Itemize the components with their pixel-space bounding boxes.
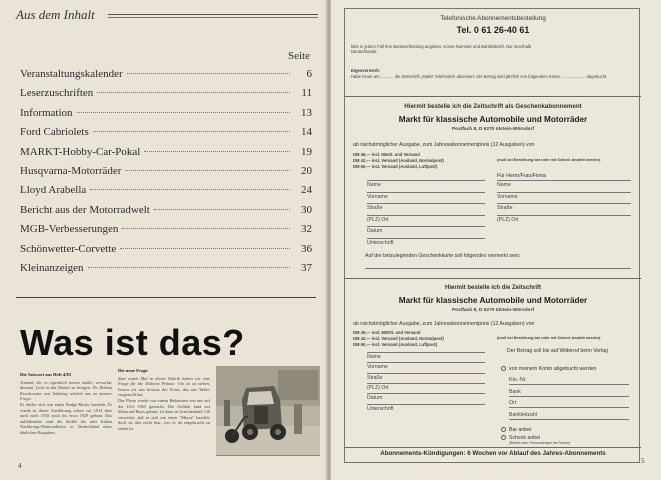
toc-heading: Aus dem Inhalt	[16, 7, 95, 22]
field-label: Straße	[367, 205, 383, 211]
toc-entry-title: Ford Cabriolets	[20, 126, 89, 139]
question-column	[118, 368, 210, 460]
field-label: Straße	[497, 205, 513, 211]
field-input-line[interactable]	[367, 203, 485, 204]
vehicle-photo	[216, 366, 320, 456]
field-input-line[interactable]	[497, 215, 631, 216]
leader-dots	[125, 170, 290, 171]
toc-entry-title: Veranstaltungskalender	[20, 68, 123, 80]
field-label: (PLZ) Ort	[367, 216, 389, 223]
toc-entry-page: 20	[301, 164, 312, 177]
field-label: Datum	[367, 395, 383, 402]
quiz-headline: Was ist das?	[20, 322, 245, 363]
page-number-right: 5	[641, 457, 645, 465]
toc-entry	[20, 262, 312, 281]
toc-entry-title: Kleinanzeigen	[20, 261, 84, 274]
toc-entry-page: 6	[306, 68, 312, 80]
toc-list	[20, 68, 312, 281]
cheque-option-radio[interactable]	[501, 435, 506, 440]
field-label: Vorname	[497, 193, 518, 200]
gift-magazine-title: Markt für klassische Automobile und Motorräder	[398, 115, 588, 124]
field-input-line[interactable]	[367, 226, 485, 227]
gift-payment-note: (muß bei Bestellung bar oder mit Scheck bezahlt werden)	[497, 158, 601, 162]
cash-option-label: Bar anbei	[509, 427, 532, 433]
section-divider	[345, 96, 641, 97]
subscription-form	[344, 8, 640, 463]
self-price-1: DM 36,— incl. MWSt. und Versand	[353, 330, 421, 335]
field-label: Name	[497, 182, 511, 188]
section-divider	[16, 297, 316, 298]
gift-price-1: DM 36,— incl. MwSt. und Versand	[353, 152, 420, 157]
toc-entry-title: MGB-Verbesserungen	[20, 223, 119, 236]
field-input-line[interactable]	[367, 180, 485, 181]
toc-entry-page: 36	[301, 242, 312, 255]
field-label: Kto.-Nr.	[509, 377, 527, 383]
toc-entry-title: Information	[20, 106, 73, 119]
self-magazine-title: Markt für klassische Automobile und Motorräder	[398, 296, 588, 305]
toc-entry-page: 24	[301, 184, 312, 197]
toc-entry-page: 19	[301, 145, 312, 158]
self-subline: ab nächstmöglicher Ausgabe, zum Jahresabonnementpreis (12 Ausgaben) von	[353, 321, 535, 327]
field-input-line[interactable]	[509, 407, 629, 408]
self-address: Postfach 8, D 6270 Idstein-Wörsdorf	[451, 308, 535, 313]
toc-entry-title: Bericht aus der Motorradwelt	[20, 203, 150, 216]
toc-entry	[20, 223, 312, 242]
leader-dots	[144, 151, 290, 152]
phone-number: Tel. 0 61 26-40 61	[456, 25, 530, 35]
toc-entry-title: MARKT-Hobby-Car-Pokal	[20, 145, 141, 158]
gift-subline: ab nächstmöglicher Ausgabe, zum Jahresabonnementpreis (12 Ausgaben) von	[353, 142, 535, 148]
toc-entry-title: Lloyd Arabella	[20, 184, 87, 197]
cheque-option-label: Scheck anbei	[509, 435, 541, 441]
leader-dots	[88, 267, 290, 268]
field-label: Ort	[509, 400, 517, 406]
left-page	[0, 0, 328, 480]
toc-entry	[20, 184, 312, 203]
toc-entry-title: Husqvarna-Motorräder	[20, 164, 122, 177]
toc-entry	[20, 87, 312, 106]
field-input-line[interactable]	[367, 373, 485, 374]
toc-header	[16, 6, 316, 26]
field-input-line[interactable]	[367, 383, 485, 384]
field-label: Vorname	[367, 193, 388, 200]
question-subhead: Die neue Frage	[118, 368, 148, 373]
field-input-line[interactable]	[497, 203, 631, 204]
field-label: Bankleitzahl	[509, 411, 537, 418]
field-label: Name	[367, 182, 381, 188]
field-input-line[interactable]	[367, 192, 485, 193]
cash-option-radio[interactable]	[501, 427, 506, 432]
toc-entry-page: 32	[301, 223, 312, 236]
toc-entry-page: 13	[301, 106, 312, 119]
leader-dots	[90, 189, 290, 190]
seite-label: Seite	[288, 50, 310, 62]
toc-entry	[20, 204, 312, 223]
field-input-line[interactable]	[367, 404, 485, 405]
bank-note: bitte in jedem Fall Ihre Bankverbindung angeben. Konto-Nummer und Bankleitzahl. Nur innerhalb Deutschlands.	[351, 44, 532, 55]
card-note-line[interactable]	[365, 268, 631, 269]
answer-column	[20, 372, 112, 460]
leader-dots	[97, 92, 290, 93]
eigenvermerk-text: Habe heute am ........... die Zeitschrift „Markt" telefonisch abonniert; der Betrag wird jährlich von folgendem Konto ..................... abgebucht.	[351, 74, 608, 79]
toc-entry-title: Leserzuschriften	[20, 87, 94, 100]
field-input-line[interactable]	[509, 384, 629, 385]
toc-entry	[20, 107, 312, 126]
field-input-line[interactable]	[497, 180, 631, 181]
toc-entry-page: 37	[301, 261, 312, 274]
gift-price-2: DM 42,— incl. Versand (Ausland, Normalpost)	[353, 158, 444, 163]
form-title: Telefonische Abonnementsbestellung	[440, 15, 546, 22]
leader-dots	[77, 112, 290, 113]
field-label: Unterschrift	[367, 405, 394, 412]
field-label: (PLZ) Ort	[497, 216, 519, 223]
cheque-note: (Betrieb bzw. Firmenstempel bei Firmen)	[509, 441, 571, 445]
gift-address: Postfach 8, D 6270 Idstein-Wörsdorf	[451, 127, 535, 132]
cancellation-footer: Abonnements-Kündigungen: 6 Wochen vor Ablauf des Jahres-Abonnements	[380, 450, 606, 457]
self-payment-note: (muß bei Bestellung bar oder mit Scheck bezahlt werden)	[497, 336, 601, 340]
field-label: Vorname	[367, 364, 388, 371]
toc-entry	[20, 126, 312, 145]
answer-subhead: Die Antwort aus Heft 4/83	[20, 372, 72, 377]
answer-intro: Jemand, der es eigentlich wissen müßte, versuchte diesmal, Licht in das Dunkel zu bringen: Dr. Helmut Krackowizer aus Salzburg schrieb uns zu unserer Frage:	[20, 379, 112, 402]
section-divider	[345, 447, 641, 448]
gift-card-note: Auf der beizulegenden Geschenkkarte soll folgendes vermerkt sein:	[365, 253, 521, 259]
field-input-line[interactable]	[509, 396, 629, 397]
field-input-line[interactable]	[367, 393, 485, 394]
field-label: Datum	[367, 228, 383, 234]
self-price-2: DM 42,— incl. Versand (Ausland, Normalpost)	[353, 336, 444, 341]
debit-option-label: von meinem Konto abgebucht werden	[509, 366, 597, 372]
field-label: Unterschrift	[367, 239, 394, 246]
field-input-line[interactable]	[367, 352, 485, 353]
self-price-3: DM 60,— incl. Versand (Ausland, Luftpost)	[353, 342, 438, 347]
leader-dots	[127, 73, 290, 74]
field-label: Name	[367, 354, 381, 360]
gift-intro: Hiermit bestelle ich die Zeitschrift als Geschenkabonnement	[404, 103, 582, 110]
field-input-line[interactable]	[367, 215, 485, 216]
field-label: (PLZ) Ort	[367, 384, 389, 391]
field-label: Bank	[509, 388, 521, 395]
header-rule	[108, 17, 318, 18]
field-label: Straße	[367, 374, 383, 381]
toc-entry	[20, 146, 312, 165]
toc-entry-title: Schönwetter-Corvette	[20, 242, 117, 255]
field-input-line[interactable]	[367, 362, 485, 363]
debit-option-radio[interactable]	[501, 366, 506, 371]
eigenvermerk-label: Eigenvermerk:	[351, 68, 381, 73]
question-body: Das Photo wurde von einem Bekannten von uns auf der IAA 1963 gemacht. Die Gefährt fand auf Motorrad-Basis gebaut, ist dann in Griechenland 120 verwertet, daß es sich um einen "Meyra" handelt, doch ist dies nicht klar, wer es da eingebracht zu sehen ist.	[118, 397, 210, 431]
answer-body: Es dürfte sich um einen Rudge-Motor handeln. Er wurde in dieser Ausführung schon vor 1914 aber auch nach 1918 noch bis etwa 1929 gebaut. Das auffallendste sind die Stößel der sehr frühen Nachkriegs-Motorradkarre in Deutschland eines ähnlichen Baujahres.	[20, 401, 112, 435]
toc-entry	[20, 165, 312, 184]
leader-dots	[120, 248, 290, 249]
field-input-line[interactable]	[367, 238, 485, 239]
self-intro: Hiermit bestelle ich die Zeitschrift	[444, 285, 542, 291]
toc-entry-page: 30	[301, 203, 312, 216]
page-number-left: 4	[18, 462, 22, 470]
field-input-line[interactable]	[497, 192, 631, 193]
leader-dots	[122, 228, 290, 229]
gift-for-label: Für Herrn/Frau/Firma	[497, 173, 546, 179]
pay-title: Der Betrag soll bis auf Widerruf beim Verlag	[507, 348, 608, 354]
toc-entry-page: 14	[301, 126, 312, 139]
leader-dots	[93, 131, 290, 132]
three-wheeler-image	[216, 366, 320, 456]
gift-price-3: DM 60,— incl. Versand (Ausland, Luftpost)	[353, 164, 438, 169]
question-intro: Zum ersten Mal in dieser Rubrik haben wir eine Frage für die Diskrete Prämie. Um zu zu ziehen, lassen wir uns bestens des Fotos, das uns Weber vorgestellt hat.	[118, 375, 210, 398]
field-input-line[interactable]	[509, 419, 629, 420]
toc-entry	[20, 243, 312, 262]
toc-entry-page: 11	[301, 87, 312, 100]
header-rule	[108, 14, 318, 15]
section-divider	[345, 278, 641, 279]
toc-entry	[20, 68, 312, 87]
leader-dots	[154, 209, 290, 210]
